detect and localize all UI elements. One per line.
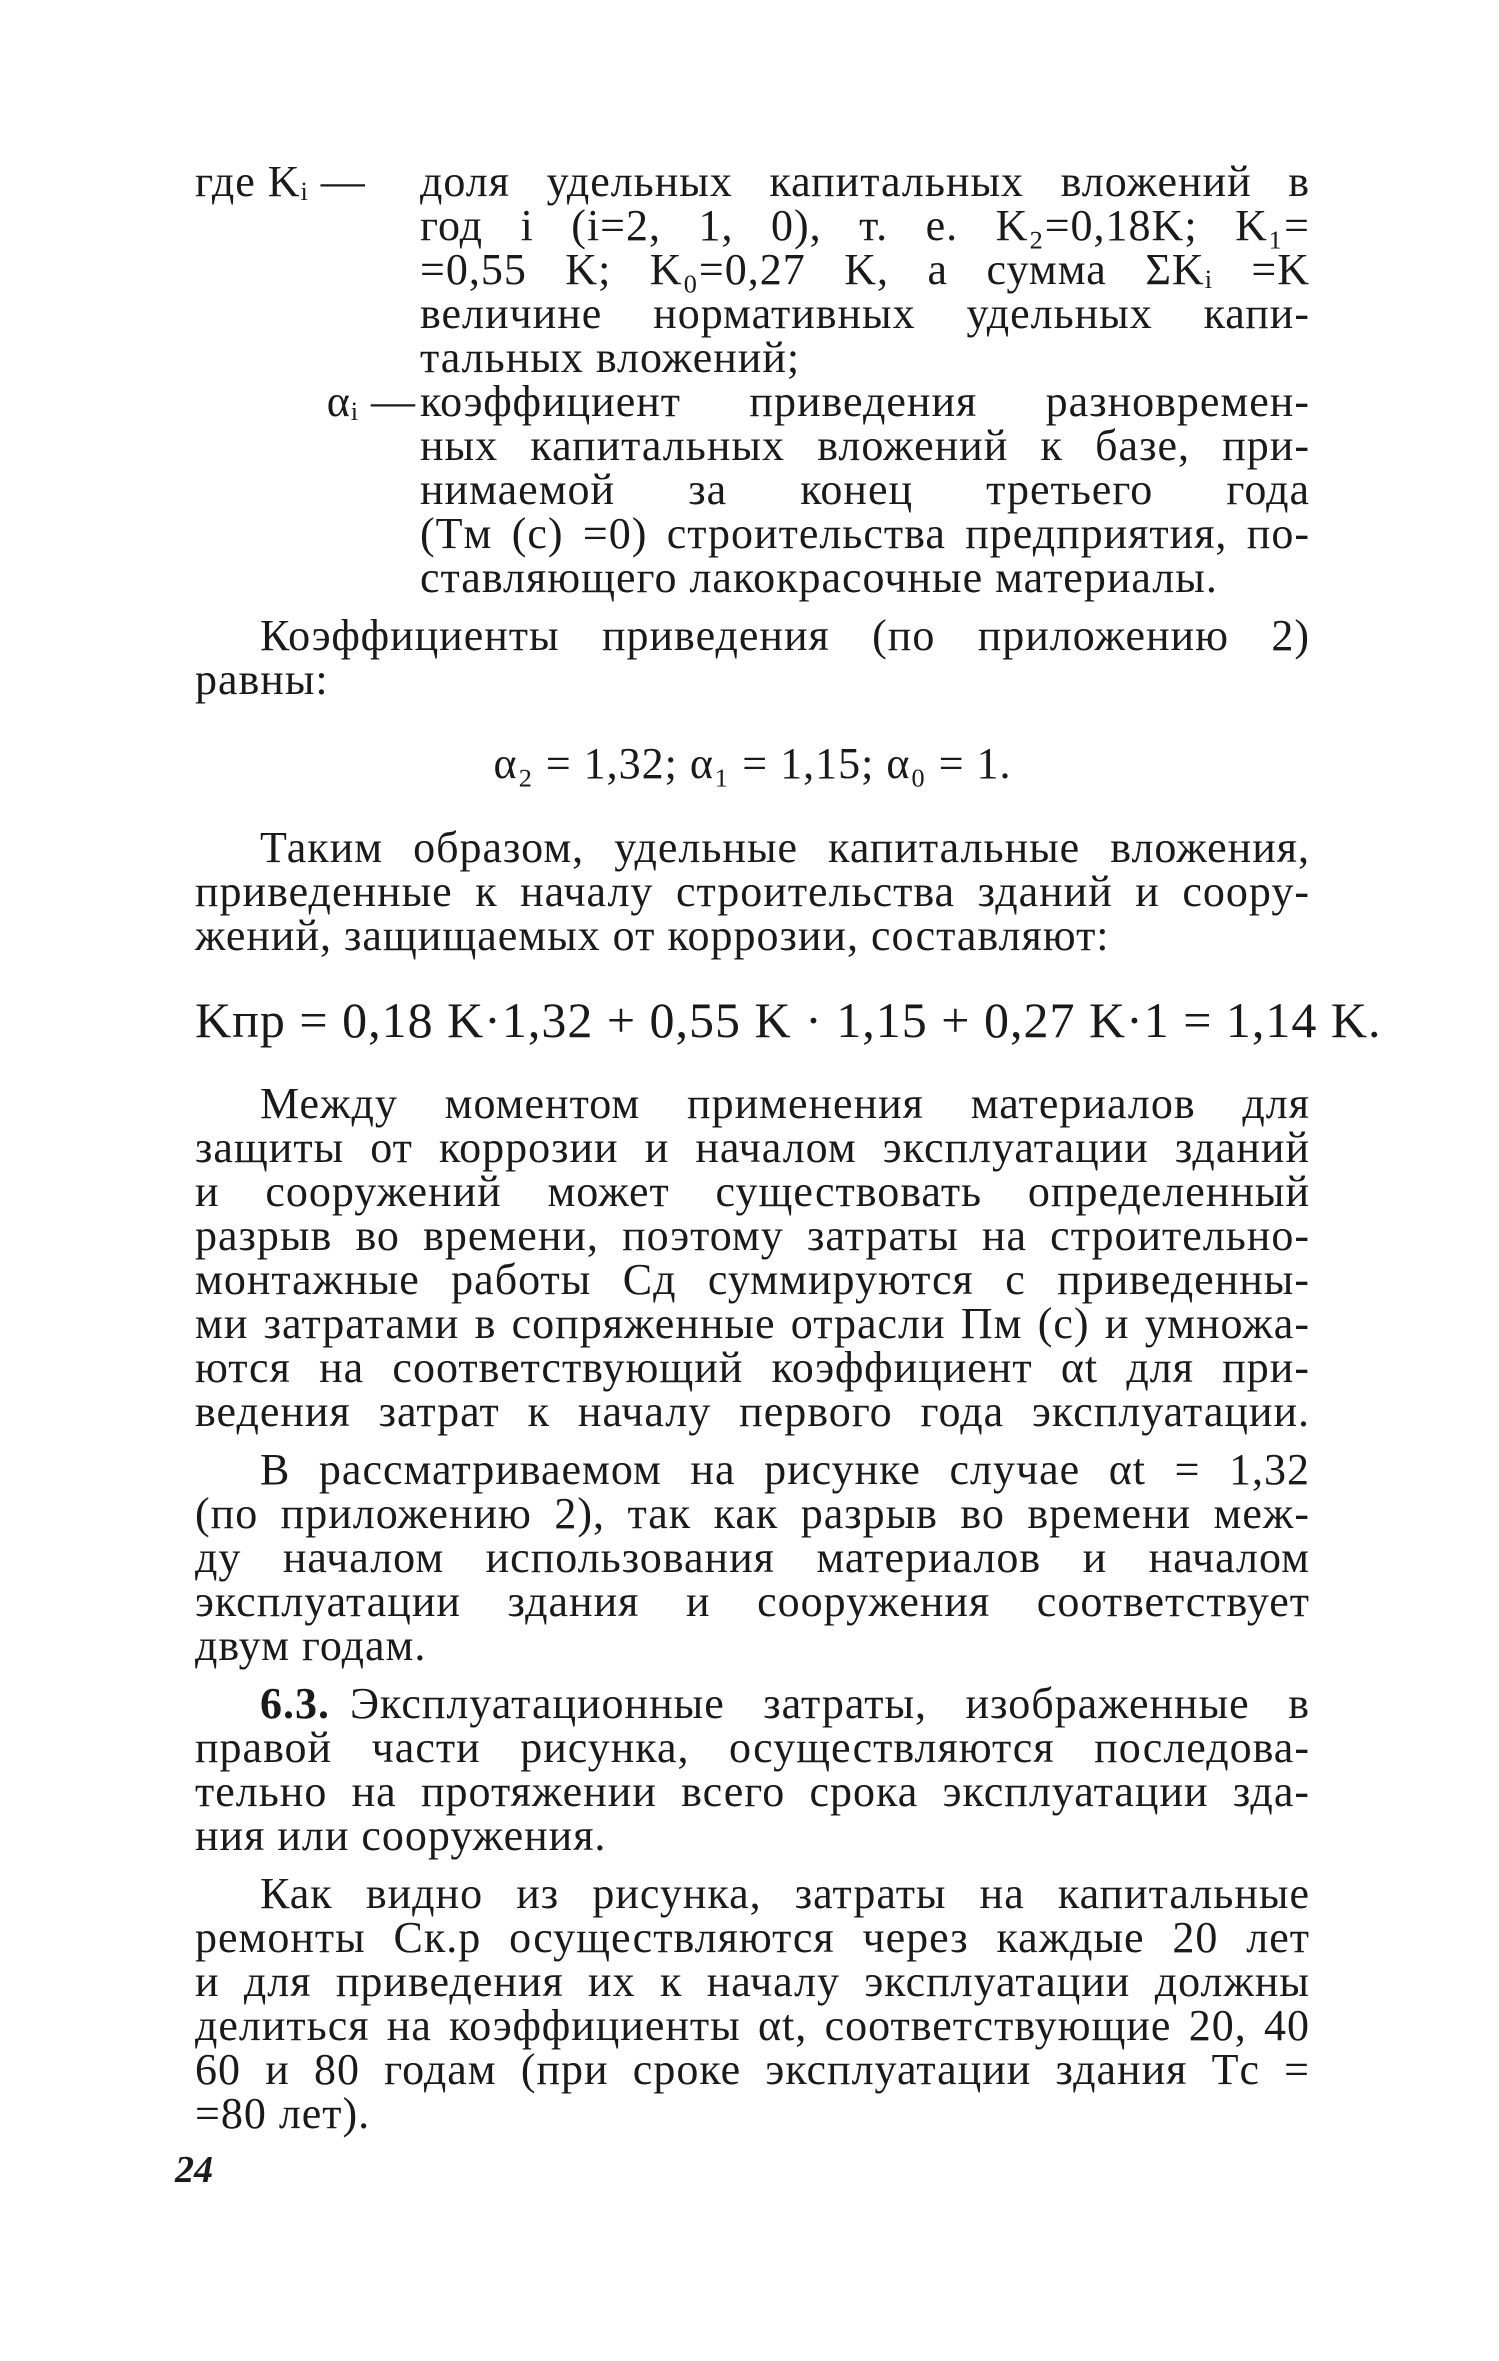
section-63-line: ния или сооружения. — [195, 1811, 607, 1860]
between-paragraph-line: и сооружений может существовать определенный — [195, 1167, 1310, 1216]
case-paragraph-line: двум годам. — [195, 1621, 427, 1670]
definition-alpha-row-4 — [195, 509, 1310, 558]
case-paragraph-line: эксплуатации здания и сооружения соответствует — [195, 1577, 1310, 1626]
definition-ki-term: где Kᵢ — — [195, 157, 366, 206]
definition-alpha-line: ных капитальных вложений к базе, при- — [420, 421, 1310, 470]
definition-ki-line: величине нормативных удельных капи- — [420, 289, 1310, 338]
definition-alpha-row-1 — [195, 377, 1310, 426]
definition-ki-row-1 — [195, 157, 1310, 206]
section-63-line: правой части рисунка, осуществляются последова- — [195, 1723, 1310, 1772]
section-number: 6.3. — [260, 1679, 330, 1728]
page-number: 24 — [175, 2149, 213, 2191]
definition-ki-line: тальных вложений; — [420, 333, 801, 382]
case-paragraph-line: (по приложению 2), так как разрыв во времени меж- — [195, 1489, 1310, 1538]
definition-alpha-line: коэффициент приведения разновремен- — [420, 377, 1310, 426]
repair-paragraph-line: делиться на коэффициенты αt, соответствующие 20, 40 — [195, 2001, 1310, 2050]
kpr-formula: Kпр = 0,18 K·1,32 + 0,55 K · 1,15 + 0,27 K·1 = 1,14 K. — [195, 992, 1382, 1048]
definition-alpha-line: ставляющего лакокрасочные материалы. — [420, 553, 1218, 602]
between-paragraph-line: ми затратами в сопряженные отрасли Пм (с) и умножа- — [195, 1299, 1310, 1348]
definition-ki-line: год i (i=2, 1, 0), т. е. K₂=0,18K; K₁= — [420, 201, 1310, 250]
coef-paragraph-line: равны: — [195, 655, 329, 704]
between-paragraph-line: ются на соответствующий коэффициент αt для при- — [195, 1343, 1310, 1392]
repair-paragraph-line: и для приведения их к началу эксплуатации должны — [195, 1957, 1310, 2006]
coef-formula: α₂ = 1,32; α₁ = 1,15; α₀ = 1. — [493, 739, 1012, 788]
definition-ki-line: =0,55 K; K₀=0,27 K, а сумма ΣKᵢ =K — [420, 245, 1310, 294]
repair-paragraph-line: =80 лет). — [195, 2089, 371, 2138]
page-content — [195, 157, 1382, 2320]
definition-alpha-row-3 — [195, 465, 1310, 514]
repair-paragraph-line: Как видно из рисунка, затраты на капитальные — [260, 1869, 1310, 1918]
definition-alpha-term: αᵢ — — [326, 377, 416, 426]
definition-ki-row-5 — [195, 333, 1310, 382]
repair-paragraph-line: ремонты Cк.р осуществляются через каждые 20 лет — [195, 1913, 1310, 1962]
between-paragraph-line: разрыв во времени, поэтому затраты на строительно- — [195, 1211, 1310, 1260]
definition-alpha-line: (Tм (с) =0) строительства предприятия, по- — [420, 509, 1310, 558]
section-63-line: тельно на протяжении всего срока эксплуатации зда- — [195, 1767, 1310, 1816]
definition-alpha-line: нимаемой за конец третьего года — [420, 465, 1310, 514]
definition-ki-row-4 — [195, 289, 1310, 338]
repair-paragraph-line: 60 и 80 годам (при сроке эксплуатации здания Tс = — [195, 2045, 1310, 2094]
case-paragraph-line: ду началом использования материалов и началом — [195, 1533, 1310, 1582]
section-63-line: Эксплуатационные затраты, изображенные в — [350, 1679, 1310, 1728]
thus-paragraph-line: жений, защищаемых от коррозии, составляют: — [195, 911, 1110, 960]
between-paragraph-line: монтажные работы Cд суммируются с приведенны- — [195, 1255, 1310, 1304]
definition-ki-row-2 — [195, 201, 1310, 250]
thus-paragraph-line: Таким образом, удельные капитальные вложения, — [260, 823, 1310, 872]
between-paragraph-line: ведения затрат к началу первого года эксплуатации. — [195, 1387, 1310, 1436]
definition-ki-line: доля удельных капитальных вложений в — [420, 157, 1310, 206]
definition-alpha-row-2 — [195, 421, 1310, 470]
definition-ki-row-3 — [195, 245, 1310, 294]
between-paragraph-line: защиты от коррозии и началом эксплуатации зданий — [195, 1123, 1310, 1172]
definition-alpha-row-5 — [195, 553, 1310, 602]
section-63-first-line — [195, 1679, 1310, 1728]
between-paragraph-line: Между моментом применения материалов для — [260, 1079, 1310, 1128]
thus-paragraph-line: приведенные к началу строительства зданий и соору- — [195, 867, 1310, 916]
coef-paragraph-line: Коэффициенты приведения (по приложению 2) — [260, 611, 1310, 660]
case-paragraph-line: В рассматриваемом на рисунке случае αt = 1,32 — [260, 1445, 1310, 1494]
